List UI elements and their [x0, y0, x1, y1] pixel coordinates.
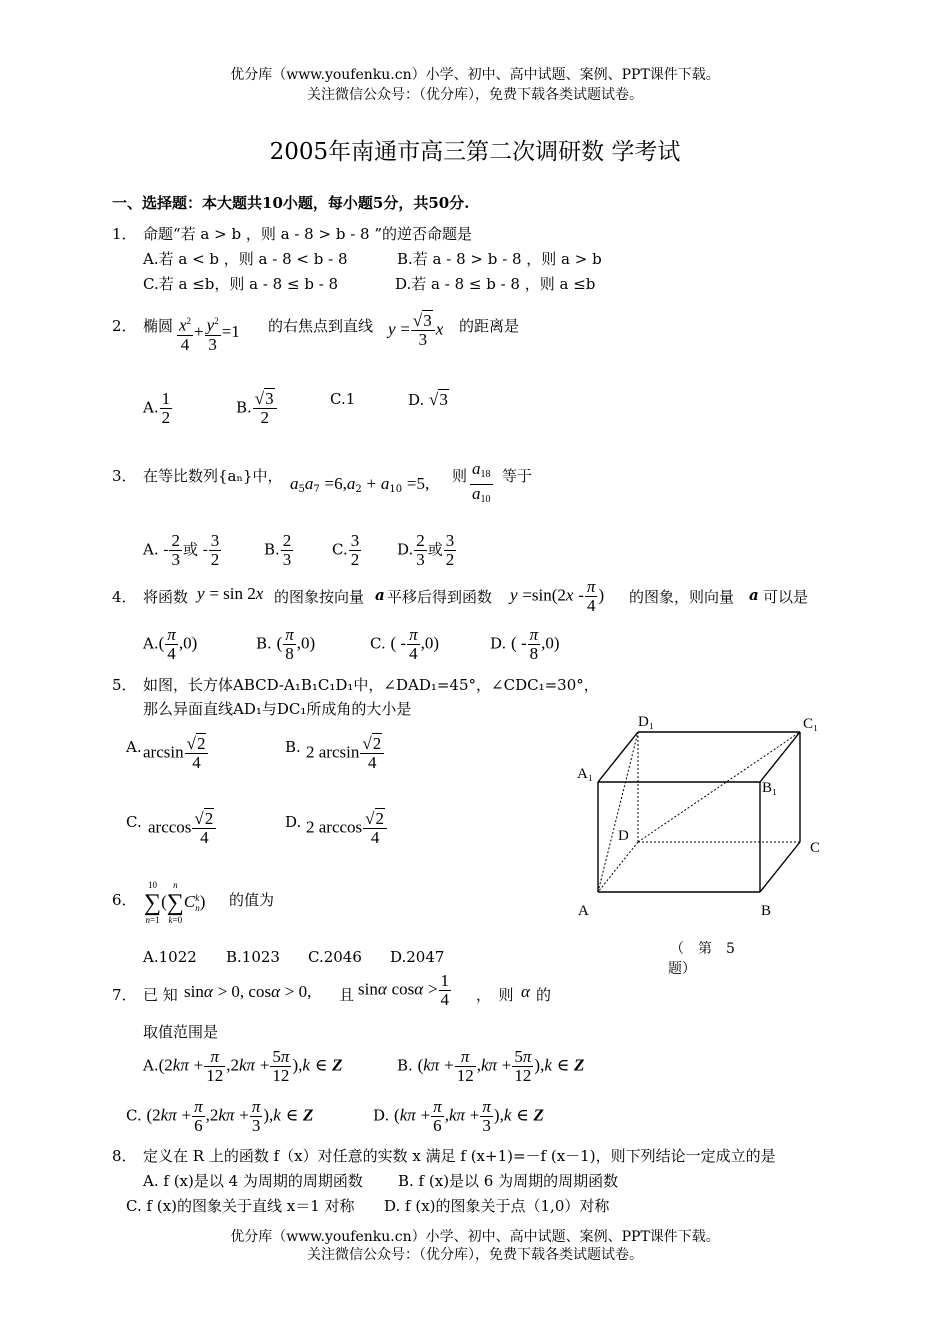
q7-text-3: ， 则 [476, 986, 514, 1004]
q6-option-a: A.1022 [143, 948, 197, 966]
q8-option-b: B. f (x)是以 6 为周期的周期函数 [398, 1172, 619, 1190]
q6-sum-expression: 10 ∑ n=1 ( n ∑ k=0 C k n ) [144, 880, 206, 925]
q1-option-b: B.若 a - 8 > b - 8 ，则 a > b [397, 250, 602, 268]
q7-option-d: D. (kπ + $\frac{\pi}{6}$ ,kπ + $\frac{\pi}{3}$ ),k ∈ Z [373, 1097, 544, 1135]
header-line-2: 关注微信公众号：（优分库），免费下载各类试题试卷。 [307, 87, 643, 103]
q7-text-line-2: 取值范围是 [143, 1023, 219, 1041]
q6-option-d: D.2047 [390, 948, 445, 966]
q5-option-d: 2 arccos $\frac{√2}{4}$ [306, 810, 388, 847]
q2-option-a: A. $\frac{1}{2}$ [143, 389, 171, 427]
q7-text-4: 的 [536, 986, 552, 1004]
vertex-b: B [761, 903, 772, 919]
q4-function-1: y = sin 2x [197, 584, 264, 603]
q2-number: 2． [112, 317, 137, 335]
q1-number: 1． [112, 225, 137, 243]
q1-option-d: D.若 a - 8 ≤ b - 8 ，则 a ≤b [395, 275, 596, 293]
q6-option-c: C.2046 [308, 948, 362, 966]
q2-text-1: 椭圆 [143, 317, 174, 335]
q2-ellipse-equation: $\frac{x^2}{4}$ + $\frac{y^2}{3}$ =1 [176, 312, 240, 354]
vertex-a: A [578, 903, 589, 919]
q5-stem-1: 如图，长方体ABCD-A₁B₁C₁D₁中，∠DAD₁=45°，∠CDC₁=30°， [143, 676, 599, 694]
page-title: 2005年南通市高三第二次调研数 学考试 [269, 139, 681, 165]
q3-option-b: B. $\frac{2}{3}$ [264, 531, 292, 569]
q5-option-c: arccos $\frac{√2}{4}$ [148, 810, 217, 847]
q6-text: 的值为 [229, 891, 275, 909]
vertex-c1: C₁ [803, 716, 819, 732]
q7-alpha: α [521, 982, 530, 1001]
q2-text-3: 的距离是 [459, 317, 520, 335]
q3-option-d: D. $\frac{2}{3}$ 或 $\frac{3}{2}$ [397, 531, 455, 569]
q4-option-d: D. ( - $\frac{\pi}{8}$ ,0) [490, 625, 560, 663]
q8-number: 8． [112, 1147, 137, 1165]
q7-condition-2: sinα cosα > $\frac{1}{4}$ [358, 971, 450, 1009]
q7-option-a: A.(2kπ + $\frac{\pi}{12}$ ,2kπ + $\frac{5\pi}{12}$ ),k ∈ Z [143, 1047, 343, 1085]
vertex-d1: D₁ [638, 714, 655, 730]
q3-number: 3． [112, 467, 137, 485]
q3-option-a: A. - $\frac{2}{3}$ 或 - $\frac{3}{2}$ [143, 531, 220, 569]
q4-option-c: C. ( - $\frac{\pi}{4}$ ,0) [370, 625, 440, 663]
q2-option-d: D. √3 [408, 390, 448, 409]
figure-caption-2: 题） [668, 961, 696, 977]
q3-option-c: C. $\frac{3}{2}$ [332, 531, 360, 569]
q4-text-2: 的图象按向量 [274, 588, 365, 606]
q8-option-c: C. f (x)的图象关于直线 x＝1 对称 [126, 1197, 355, 1215]
q2-text-2: 的右焦点到直线 [268, 317, 374, 335]
q5-option-b-label: B. [285, 738, 301, 756]
q1-option-a: A.若 a < b ，则 a - 8 < b - 8 [143, 250, 348, 268]
q7-option-b: B. (kπ + $\frac{\pi}{12}$ ,kπ + $\frac{5\pi}{12}$ ),k ∈ Z [397, 1047, 585, 1085]
q6-option-b: B.1023 [226, 948, 280, 966]
figure-caption-1: （ 第 5 [670, 941, 735, 957]
q3-text-1: 在等比数列{aₙ}中， [143, 467, 283, 485]
q2-line-equation: y = $\frac{√3}{3}$ x [388, 311, 444, 349]
vertex-b1: B₁ [762, 780, 778, 796]
q4-vector-a-2: a [749, 586, 759, 604]
q4-option-b: B. ( $\frac{\pi}{8}$ ,0) [256, 625, 316, 663]
q7-text-2: 且 [339, 986, 355, 1004]
q7-number: 7． [112, 986, 137, 1004]
footer-line-2: 关注微信公众号：（优分库），免费下载各类试题试卷。 [307, 1247, 643, 1263]
q5-stem-2: 那么异面直线AD₁与DC₁所成角的大小是 [143, 700, 412, 718]
q4-option-a: A.( $\frac{\pi}{4}$ ,0) [143, 625, 198, 663]
q5-option-a: arcsin $\frac{√2}{4}$ [143, 735, 209, 772]
q1-option-c: C.若 a ≤b，则 a - 8 ≤ b - 8 [143, 275, 339, 293]
q4-function-2: y =sin(2x - $\frac{\pi}{4}$ ) [510, 577, 605, 615]
vertex-a1: A₁ [577, 766, 594, 782]
q3-text-2: 则 [452, 467, 468, 485]
section-heading: 一、选择题：本大题共10小题，每小题5分，共50分. [112, 194, 470, 212]
q4-text-3: 平移后得到函数 [387, 588, 493, 606]
q3-ratio: $\frac{a_{18}}{a_{10}}$ [472, 459, 491, 505]
q7-text-1: 已 知 [143, 986, 178, 1004]
q7-option-c: C. (2kπ + $\frac{\pi}{6}$ ,2kπ + $\frac{\pi}{3}$ ),k ∈ Z [126, 1097, 314, 1135]
q5-option-a-label: A. [126, 738, 142, 756]
header-line-1: 优分库（www.youfenku.cn）小学、初中、高中试题、案例、PPT课件下载。 [230, 67, 720, 83]
q7-condition-1: sinα > 0, cosα > 0, [184, 982, 312, 1001]
q5-option-c-label: C. [126, 813, 142, 831]
q3-text-3: 等于 [502, 467, 533, 485]
q5-option-b: 2 arcsin $\frac{√2}{4}$ [306, 735, 385, 772]
q4-text-4: 的图象，则向量 [629, 588, 735, 606]
footer-line-1: 优分库（www.youfenku.cn）小学、初中、高中试题、案例、PPT课件下载。 [230, 1229, 720, 1245]
q5-option-d-label: D. [285, 813, 302, 831]
q8-stem: 定义在 R 上的函数 f（x）对任意的实数 x 满足 f (x+1)=－f (x－1)，则下列结论一定成立的是 [143, 1147, 776, 1165]
cuboid-figure [560, 700, 840, 930]
q4-text-5: 可以是 [763, 588, 809, 606]
vertex-d: D [618, 828, 629, 844]
vertex-c: C [810, 840, 821, 856]
q2-option-b: B. $\frac{√3}{2}$ [236, 390, 278, 427]
q8-option-a: A. f (x)是以 4 为周期的周期函数 [143, 1172, 363, 1190]
q1-stem: 命题“若 a > b ，则 a - 8 > b - 8 ”的逆否命题是 [143, 225, 473, 243]
q4-vector-a: a [375, 586, 385, 604]
q4-text-1: 将函数 [143, 588, 189, 606]
q5-number: 5． [112, 676, 137, 694]
q2-option-c: C.1 [330, 390, 356, 408]
q8-option-d: D. f (x)的图象关于点（1,0）对称 [384, 1197, 610, 1215]
q4-number: 4． [112, 588, 137, 606]
q6-number: 6． [112, 891, 137, 909]
q3-condition: $a_5a_7 =6,a_2 + a_{10} =5$, [290, 474, 430, 495]
